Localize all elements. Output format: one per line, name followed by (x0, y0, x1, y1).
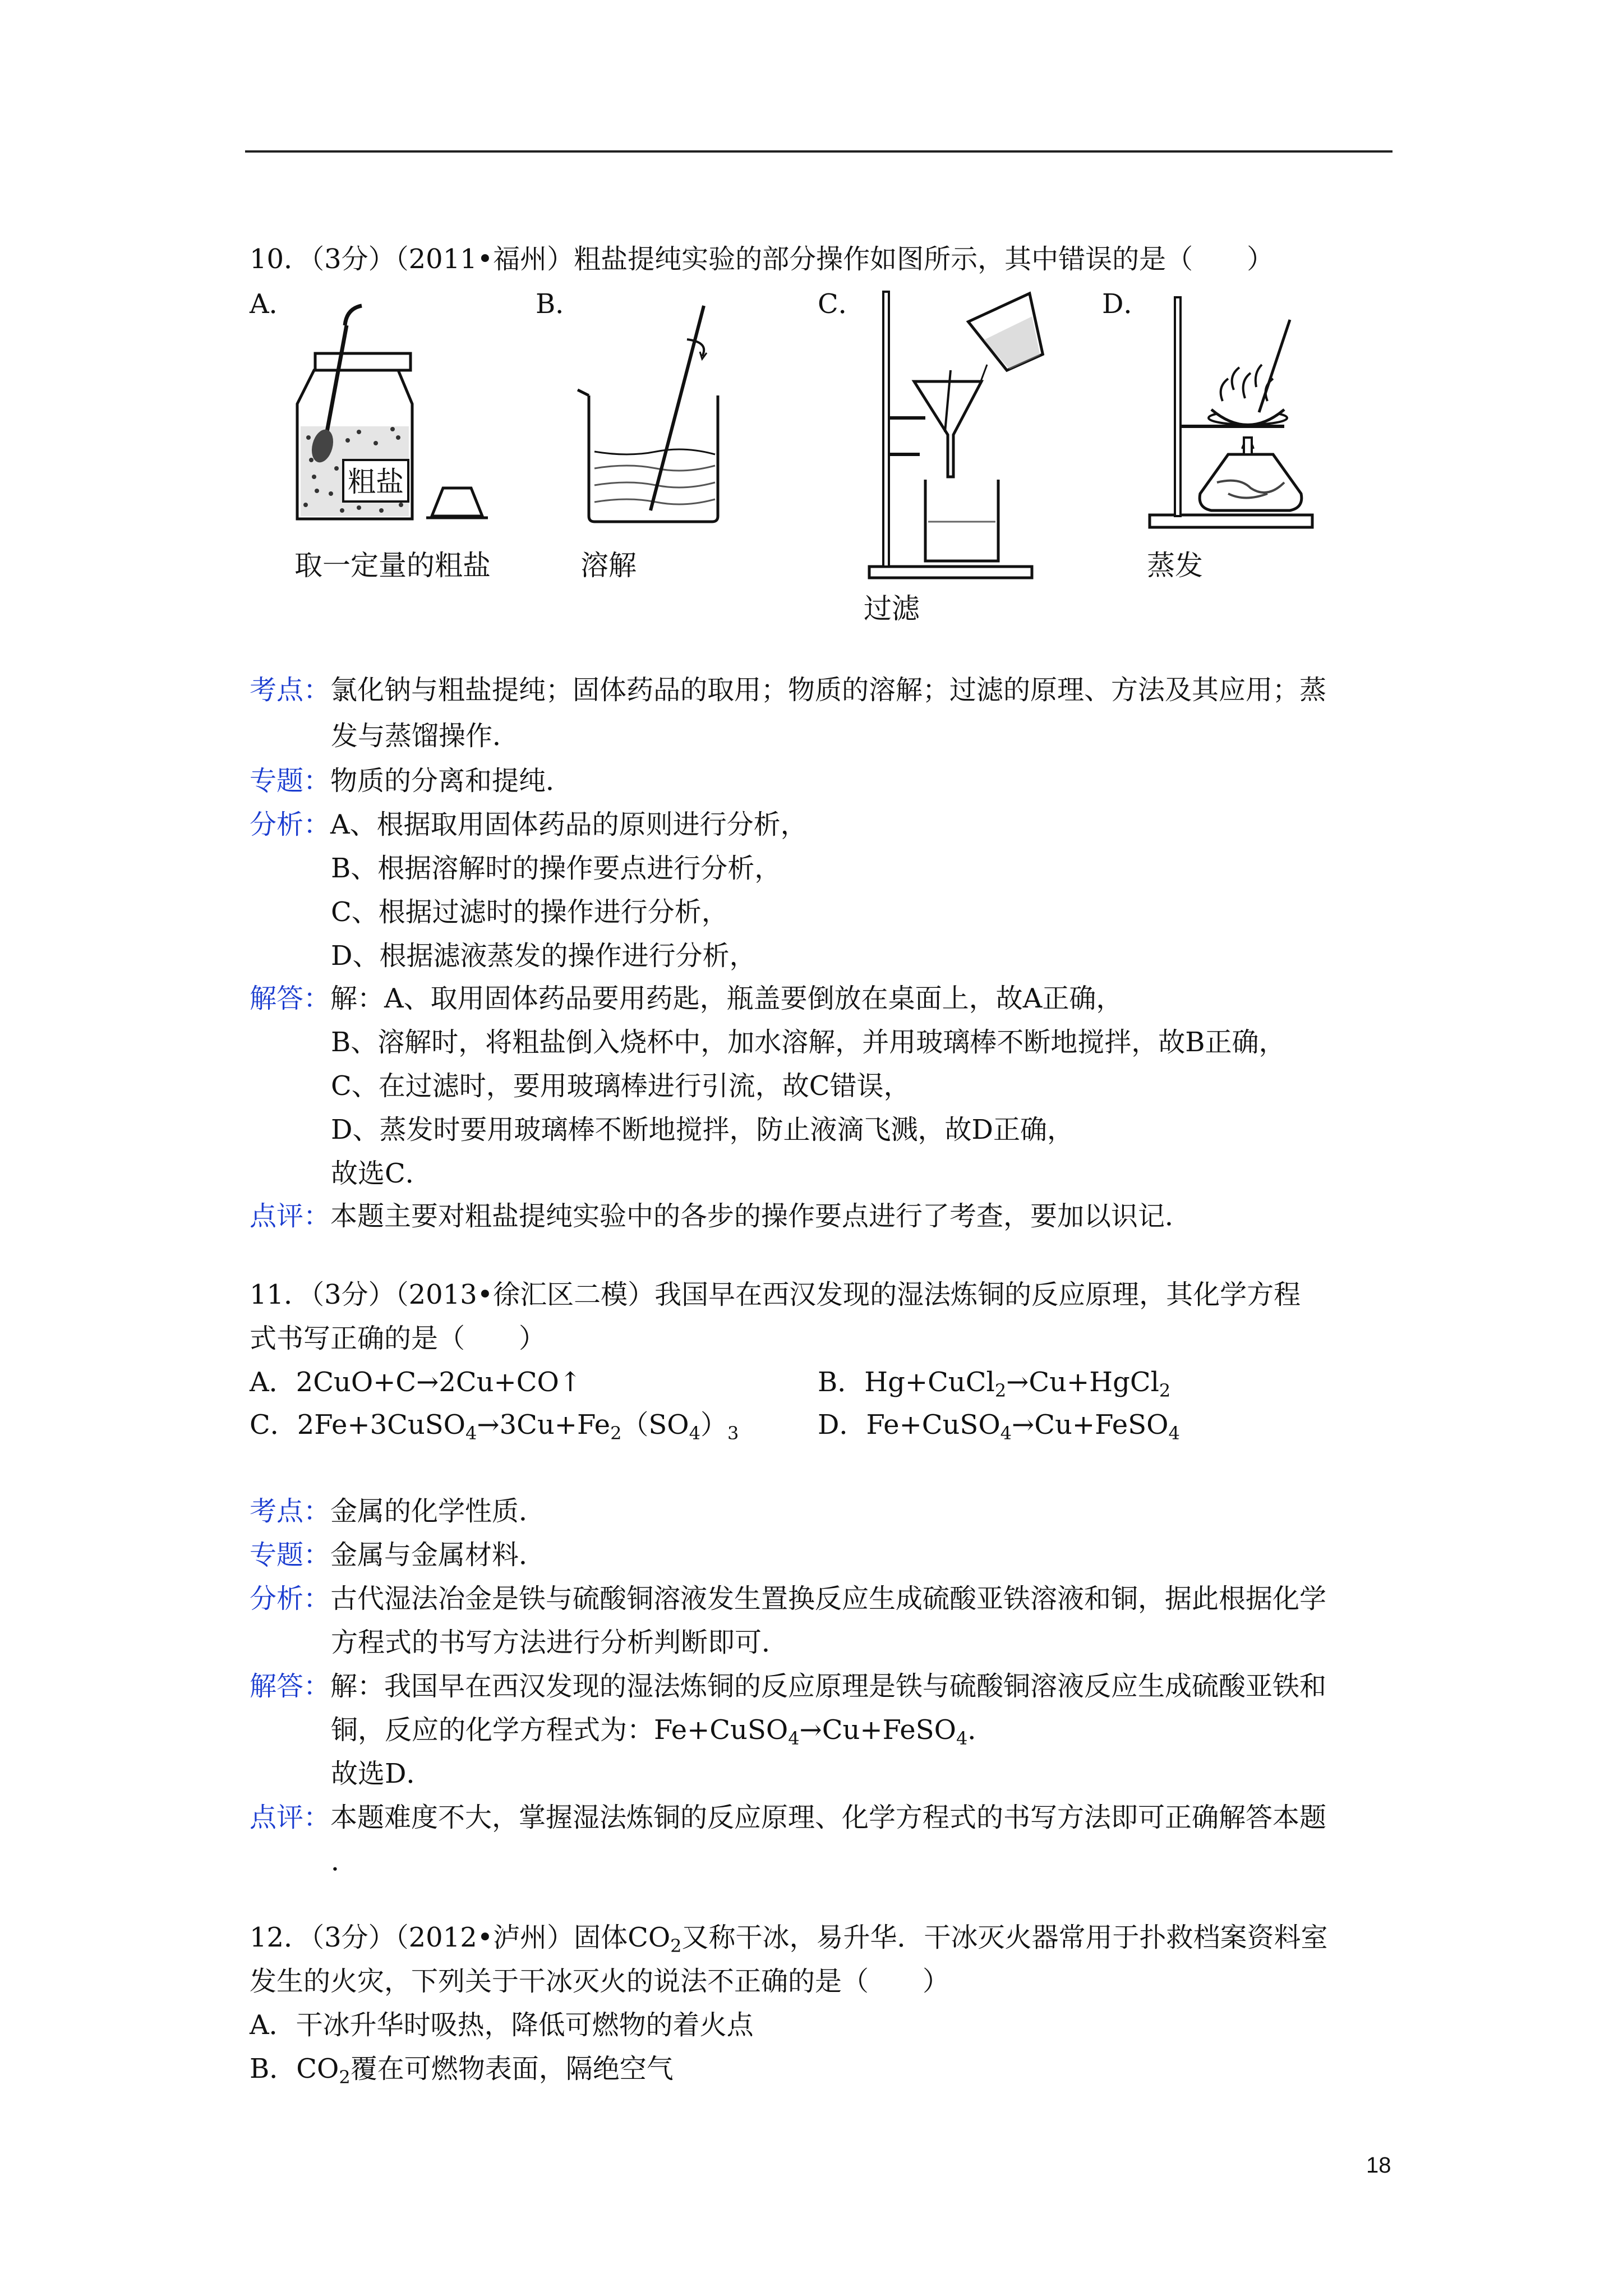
q11-dianping-cont: ． (331, 1846, 358, 1877)
q10-option-a: A． (250, 288, 296, 320)
caption-a: 取一定量的粗盐 (294, 549, 491, 582)
page-number: 18 (1366, 2153, 1391, 2178)
q10-fenxi-2: B、根据溶解时的操作要点进行分析， (331, 853, 782, 884)
figure-c-filtration (858, 286, 1077, 583)
q11-jieda-3: 故选D． (331, 1758, 434, 1789)
q10-fenxi: 分析：A、根据取用固体药品的原则进行分析， (250, 809, 808, 840)
q11-dianping: 点评：本题难度不大，掌握湿法炼铜的反应原理、化学方程式的书写方法即可正确解答本题 (250, 1802, 1327, 1833)
q10-zhuanti: 专题：物质的分离和提纯． (250, 765, 573, 797)
q11-zhuanti: 专题：金属与金属材料． (250, 1539, 546, 1571)
jar-label: 粗盐 (348, 466, 404, 498)
q10-jieda-4: D、蒸发时要用玻璃棒不断地搅拌，防止液滴飞溅，故D正确， (331, 1114, 1074, 1145)
q11-fenxi-2: 方程式的书写方法进行分析判断即可． (331, 1627, 789, 1658)
q11-jieda: 解答：解：我国早在西汉发现的湿法炼铜的反应原理是铁与硫酸铜溶液反应生成硫酸亚铁和 (250, 1671, 1327, 1702)
q10-stem: 10．（3分）（2011•福州）粗盐提纯实验的部分操作如图所示，其中错误的是（ ） (250, 243, 1274, 275)
caption-d: 蒸发 (1147, 549, 1203, 582)
caption-c: 过滤 (864, 592, 920, 625)
q10-fenxi-4: D、根据滤液蒸发的操作进行分析， (331, 940, 757, 972)
q11-fenxi: 分析：古代湿法冶金是铁与硫酸铜溶液发生置换反应生成硫酸亚铁溶液和铜，据此根据化学 (250, 1583, 1327, 1614)
q11-stem-cont: 式书写正确的是（ ） (250, 1323, 546, 1354)
q10-option-c: C． (818, 288, 865, 320)
q11-option-d: D．Fe+CuSO$_4$→Cu+FeSO$_4$ (818, 1409, 1180, 1444)
header-rule (245, 150, 1393, 153)
q12-stem: 12．（3分）（2012•泸州）固体$CO_2$又称干冰，易升华．干冰灭火器常用于扑救档案资料室 (250, 1922, 1328, 1957)
figure-d-evaporation (1144, 286, 1352, 533)
q10-fenxi-3: C、根据过滤时的操作进行分析， (331, 896, 728, 928)
q10-kaodian: 考点：氯化钠与粗盐提纯；固体药品的取用；物质的溶解；过滤的原理、方法及其应用；蒸 (250, 674, 1327, 706)
q10-kaodian-cont: 发与蒸馏操作． (331, 720, 520, 752)
figure-b-beaker (572, 295, 751, 530)
q11-option-a: A．2CuO+C→2Cu+CO↑ (250, 1366, 582, 1398)
q10-jieda: 解答：解：A、取用固体药品要用药匙，瓶盖要倒放在桌面上，故A正确， (250, 983, 1123, 1014)
q10-jieda-3: C、在过滤时，要用玻璃棒进行引流，故C错误， (331, 1070, 911, 1102)
q12-option-a: A．干冰升华时吸热，降低可燃物的着火点 (250, 2009, 754, 2041)
q12-stem-cont: 发生的火灾，下列关于干冰灭火的说法不正确的是（ ） (250, 1966, 950, 1997)
q11-kaodian: 考点：金属的化学性质． (250, 1496, 546, 1527)
q11-jieda-2: 铜，反应的化学方程式为：Fe+CuSO$_4$→Cu+FeSO$_4$． (331, 1714, 995, 1749)
q10-jieda-2: B、溶解时，将粗盐倒入烧杯中，加水溶解，并用玻璃棒不断地搅拌，故B正确， (331, 1027, 1286, 1058)
kaodian-label: 考点： (250, 674, 331, 706)
q10-dianping: 点评：本题主要对粗盐提纯实验中的各步的操作要点进行了考查，要加以识记． (250, 1200, 1192, 1232)
q12-option-b: B．$CO_2$覆在可燃物表面，隔绝空气 (250, 2053, 674, 2088)
q11-option-b: B．Hg+CuCl$_2$→Cu+HgCl$_2$ (818, 1366, 1171, 1401)
caption-b: 溶解 (580, 549, 637, 582)
q10-jieda-5: 故选C． (331, 1158, 432, 1189)
q10-option-b: B． (536, 288, 583, 320)
q10-option-d: D． (1102, 288, 1151, 320)
q11-stem: 11．（3分）（2013•徐汇区二模）我国早在西汉发现的湿法炼铜的反应原理，其化学方程 (250, 1279, 1301, 1310)
figure-a-reagent-jar (292, 292, 505, 527)
q11-option-c: C．$2Fe+3CuSO_4\to 3Cu+Fe_2(SO_4)_3$ (250, 1409, 739, 1444)
